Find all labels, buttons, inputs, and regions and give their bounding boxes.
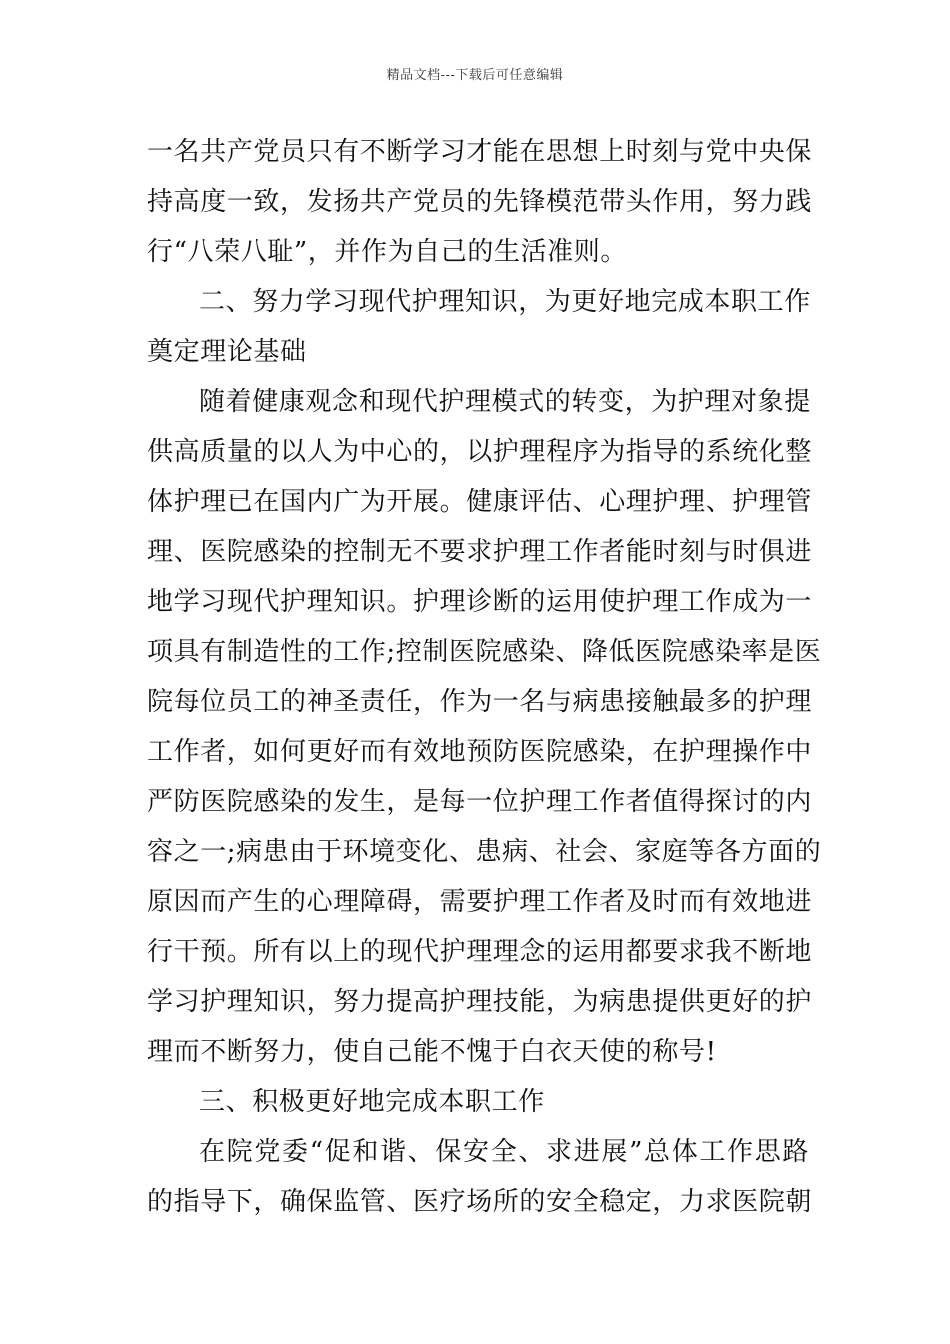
text-line: 持高度一致，发扬共产党员的先锋模范带头作用，努力践 <box>147 187 813 217</box>
text-line: 理而不断努力，使自己能不愧于白衣天使的称号! <box>147 1037 717 1067</box>
text-line: 学习护理知识，努力提高护理技能，为病患提供更好的护 <box>147 987 813 1017</box>
text-line: 三、积极更好地完成本职工作 <box>199 1087 545 1117</box>
text-line: 在院党委“促和谐、保安全、求进展”总体工作思路 <box>199 1137 809 1167</box>
text-line: 院每位员工的神圣责任，作为一名与病患接触最多的护理 <box>147 687 813 717</box>
text-line: 地学习现代护理知识。护理诊断的运用使护理工作成为一 <box>147 587 813 617</box>
paragraph <box>147 377 822 1077</box>
text-line: 原因而产生的心理障碍，需要护理工作者及时而有效地进 <box>147 887 813 917</box>
page-header: 精品文档---下载后可任意编辑 <box>386 68 564 83</box>
text-line: 随着健康观念和现代护理模式的转变，为护理对象提 <box>199 387 811 417</box>
text-line: 行干预。所有以上的现代护理理念的运用都要求我不断地 <box>147 937 813 967</box>
text-line: 奠定理论基础 <box>147 337 307 367</box>
text-line: 容之一;病患由于环境变化、患病、社会、家庭等各方面的 <box>147 837 822 867</box>
section-heading <box>147 277 809 377</box>
paragraph <box>147 127 813 277</box>
text-line: 供高质量的以人为中心的，以护理程序为指导的系统化整 <box>147 437 813 467</box>
paragraph <box>147 1127 813 1227</box>
text-line: 的指导下，确保监管、医疗场所的安全稳定，力求医院朝 <box>147 1187 813 1217</box>
text-line: 一名共产党员只有不断学习才能在思想上时刻与党中央保 <box>147 137 813 167</box>
text-line: 严防医院感染的发生，是每一位护理工作者值得探讨的内 <box>147 787 813 817</box>
document-body <box>147 127 822 1227</box>
text-line: 项具有制造性的工作;控制医院感染、降低医院感染率是医 <box>147 637 822 667</box>
text-line: 体护理已在国内广为开展。健康评估、心理护理、护理管 <box>147 487 813 517</box>
text-line: 理、医院感染的控制无不要求护理工作者能时刻与时俱进 <box>147 537 813 567</box>
text-line: 二、努力学习现代护理知识，为更好地完成本职工作 <box>199 287 811 317</box>
text-line: 行“八荣八耻”，并作为自己的生活准则。 <box>147 237 627 267</box>
section-heading <box>147 1077 809 1127</box>
text-line: 工作者，如何更好而有效地预防医院感染，在护理操作中 <box>147 737 813 767</box>
